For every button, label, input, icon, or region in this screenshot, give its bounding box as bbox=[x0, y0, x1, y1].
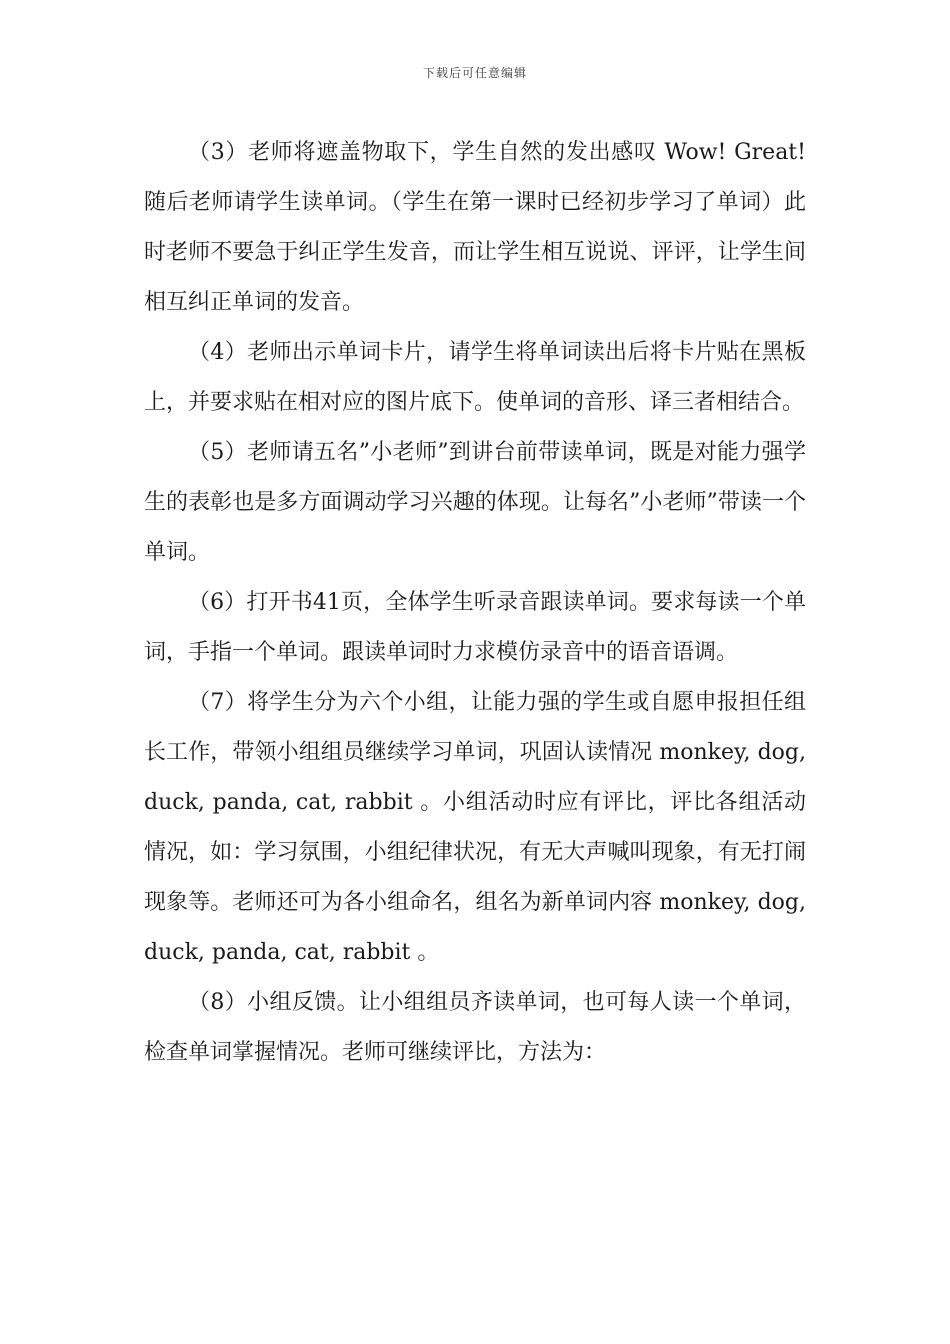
page-header: 下载后可任意编辑 bbox=[422, 66, 527, 80]
paragraph-step-8: （8）小组反馈。让小组组员齐读单词，也可每人读一个单词，检查单词掌握情况。老师可继续评比，方法为： bbox=[144, 990, 806, 1065]
paragraph-step-3: （3）老师将遮盖物取下，学生自然的发出感叹 Wow! Great! 随后老师请学生读单词。（学生在第一课时已经初步学习了单词）此时老师不要急于纠正学生发音，而让学生相互说说、评评，让学生间相互纠正单词的发音。 bbox=[144, 140, 806, 315]
paragraph-step-5: （5）老师请五名”小老师”到讲台前带读单词，既是对能力强学生的表彰也是多方面调动学习兴趣的体现。让每名”小老师”带读一个单词。 bbox=[144, 440, 806, 565]
document-body bbox=[144, 128, 806, 1078]
paragraph-step-4: （4）老师出示单词卡片，请学生将单词读出后将卡片贴在黑板上，并要求贴在相对应的图片底下。使单词的音形、译三者相结合。 bbox=[144, 340, 806, 415]
paragraph-step-7: （7）将学生分为六个小组，让能力强的学生或自愿申报担任组长工作，带领小组组员继续学习单词，巩固认读情况 monkey, dog, duck, panda, cat, rabbit 。小组活动时应有评比，评比各组活动情况，如：学习氛围，小组纪律状况，有无大声喊叫现象，有无打闹现象等。老师还可为各小组命名，组名为新单词内容 monkey, dog, duck, panda, cat, rabbit 。 bbox=[144, 690, 806, 965]
paragraph-step-6: （6）打开书41页，全体学生听录音跟读单词。要求每读一个单词，手指一个单词。跟读单词时力求模仿录音中的语音语调。 bbox=[144, 590, 806, 665]
